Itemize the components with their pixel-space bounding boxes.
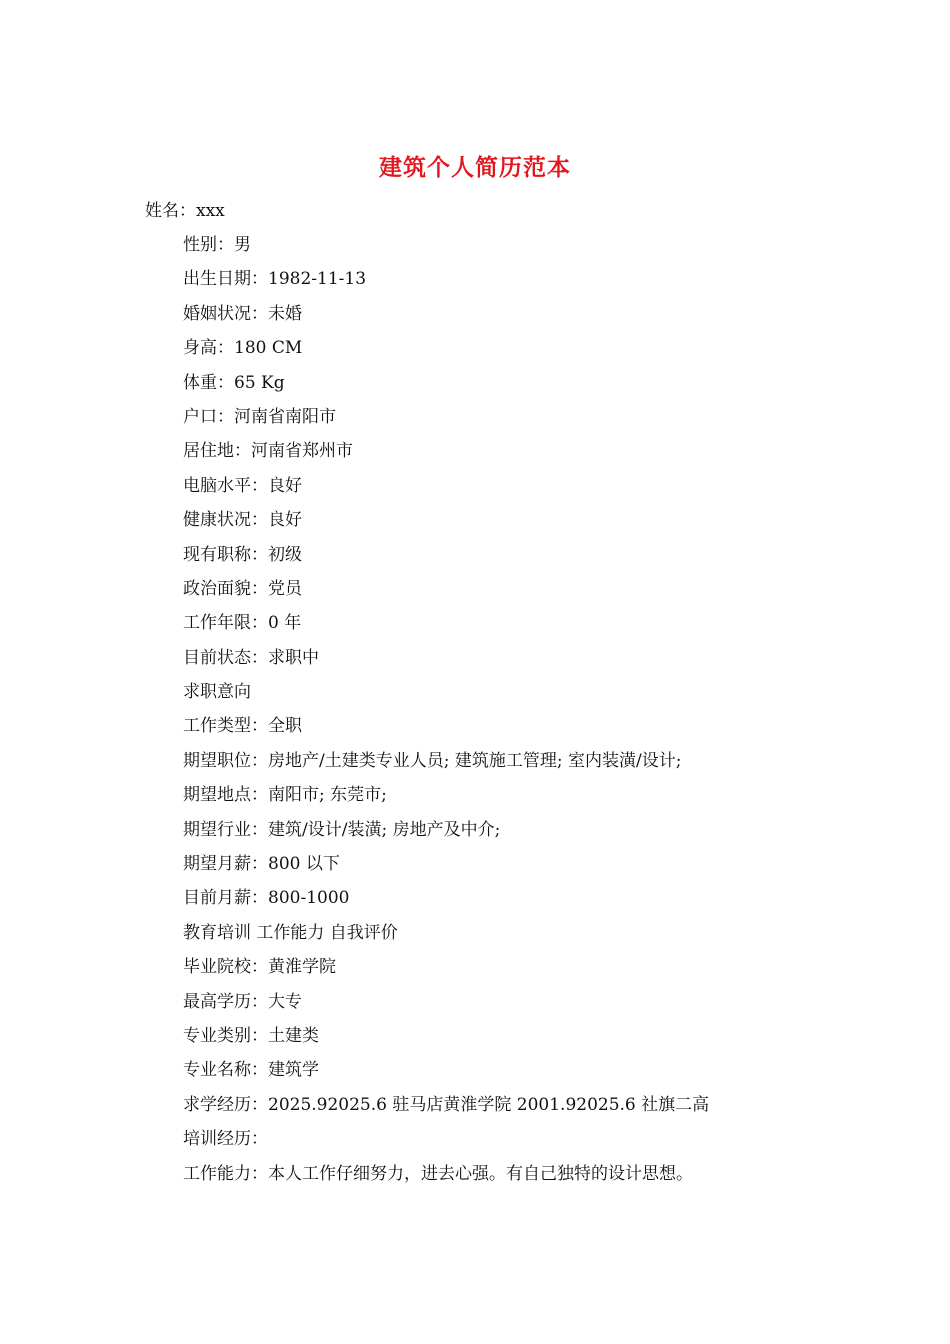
- birth-date-field: 出生日期：1982-11-13: [183, 269, 367, 290]
- school-field: 毕业院校：黄淮学院: [183, 957, 336, 978]
- current-salary-field: 目前月薪：800-1000: [183, 888, 350, 909]
- gender-field: 性别：男: [183, 235, 251, 255]
- resume-fields-list: [183, 232, 709, 1195]
- residence-field: 居住地：河南省郑州市: [183, 441, 353, 462]
- name-field: 姓名：xxx: [145, 201, 225, 221]
- education-level-field: 最高学历：大专: [183, 991, 302, 1012]
- expected-position-field: 期望职位：房地产/土建类专业人员; 建筑施工管理; 室内装潢/设计;: [183, 750, 682, 771]
- expected-location-field: 期望地点：南阳市; 东莞市;: [183, 785, 387, 806]
- job-title-field: 现有职称：初级: [183, 544, 302, 565]
- work-ability-field: 工作能力：本人工作仔细努力，进去心强。有自己独特的设计思想。: [183, 1163, 693, 1184]
- computer-skill-field: 电脑水平：良好: [183, 475, 302, 496]
- expected-salary-field: 期望月薪：800 以下: [183, 854, 340, 875]
- major-name-field: 专业名称：建筑学: [183, 1060, 319, 1081]
- job-intention-heading: 求职意向: [183, 682, 251, 703]
- current-status-field: 目前状态：求职中: [183, 647, 319, 668]
- section-headings-line: 教育培训 工作能力 自我评价: [183, 922, 398, 943]
- health-status-field: 健康状况：良好: [183, 510, 302, 531]
- study-history-field: 求学经历：2025.92025.6 驻马店黄淮学院 2001.92025.6 社旗二高: [183, 1094, 710, 1115]
- expected-industry-field: 期望行业：建筑/设计/装潢; 房地产及中介;: [183, 819, 501, 840]
- height-field: 身高：180 CM: [183, 338, 303, 359]
- weight-field: 体重：65 Kg: [183, 372, 285, 393]
- work-years-field: 工作年限：0 年: [183, 613, 302, 634]
- hukou-field: 户口：河南省南阳市: [183, 406, 336, 427]
- political-status-field: 政治面貌：党员: [183, 578, 302, 599]
- major-category-field: 专业类别：土建类: [183, 1025, 319, 1046]
- training-history-field: 培训经历：: [183, 1129, 268, 1150]
- marital-status-field: 婚姻状况：未婚: [183, 303, 302, 324]
- job-type-field: 工作类型：全职: [183, 716, 302, 737]
- document-title: 建筑个人简历范本: [379, 154, 571, 181]
